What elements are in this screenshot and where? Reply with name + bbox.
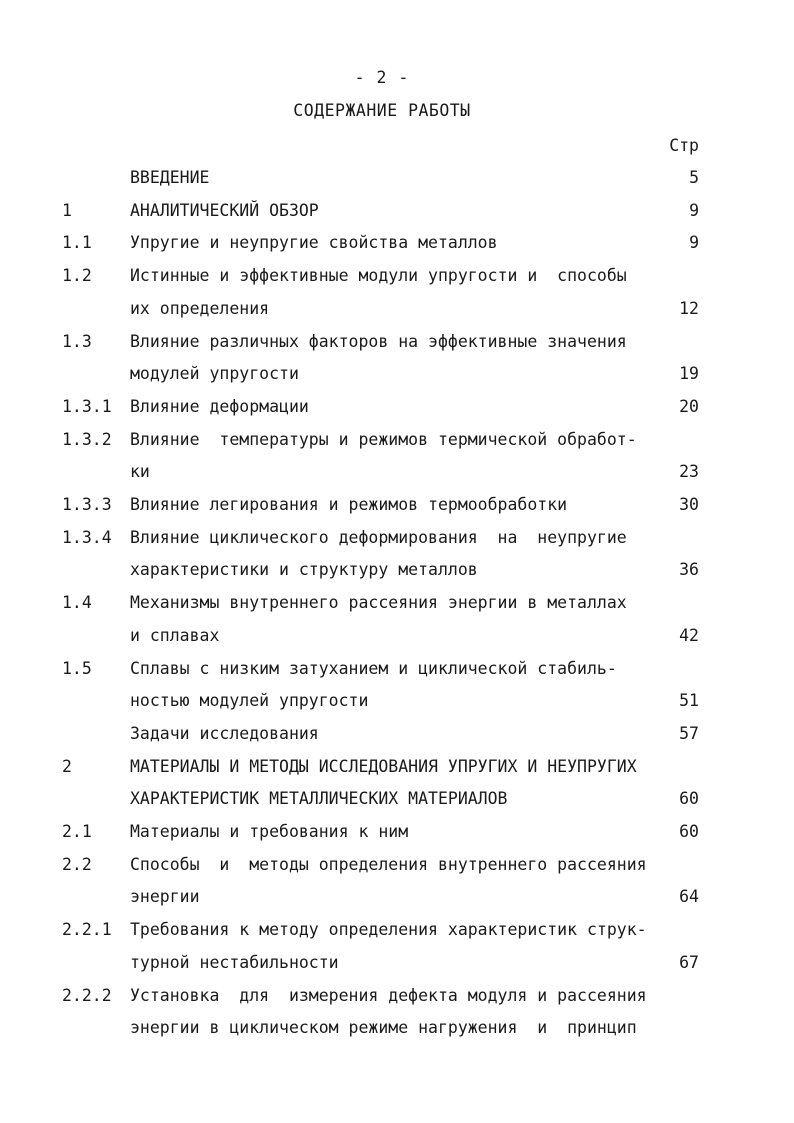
toc-entry-text: Упругие и неупругие свойства металлов	[130, 233, 498, 253]
toc-line	[0, 462, 794, 486]
toc-entry-text: Материалы и требования к ним	[130, 822, 409, 841]
toc-entry-number: 1.5	[62, 658, 92, 678]
toc-entry-number: 1.3.4	[62, 527, 112, 547]
toc-entry-page: 9	[689, 200, 699, 220]
toc-entry-number: 1.2	[62, 266, 92, 286]
toc-entry-page: 64	[679, 887, 699, 907]
toc-entry-text: турной нестабильности	[130, 952, 339, 972]
page-column-label: Стр	[669, 136, 699, 155]
toc-entry-page: 20	[679, 396, 699, 416]
toc-line	[0, 168, 794, 192]
toc-entry-text: Влияние циклического деформирования на неупругие	[130, 527, 627, 547]
toc-entry-page: 51	[679, 691, 699, 711]
toc-entry-number: 1.3.1	[62, 396, 112, 416]
toc-entry-text: их определения	[130, 298, 270, 318]
toc-entry-text: Влияние деформации	[130, 396, 309, 416]
page-number: - 2 -	[354, 68, 410, 87]
toc-entry-page: 9	[689, 233, 699, 253]
toc-line	[0, 332, 794, 356]
toc-entry-page: 30	[679, 495, 699, 514]
toc-line	[0, 757, 794, 781]
toc-entry-text: характеристики и структуру металлов	[130, 560, 478, 580]
toc-line	[0, 560, 794, 584]
toc-entry-page: 42	[679, 625, 699, 645]
toc-entry-page: 57	[679, 723, 699, 743]
toc-entry-number: 2.2.1	[62, 920, 112, 940]
toc-entry-text: ки	[130, 462, 150, 482]
toc-line	[0, 430, 794, 454]
toc-entry-number: 2	[62, 756, 72, 776]
toc-entry-page: 60	[679, 789, 699, 809]
toc-line	[0, 364, 794, 388]
toc-entry-text: Сплавы с низким затуханием и циклической стабиль-	[130, 658, 617, 678]
toc-entry-number: 2.2.2	[62, 985, 112, 1005]
toc-line	[0, 266, 794, 290]
toc-entry-text: АНАЛИТИЧЕСКИЙ ОБЗОР	[130, 200, 319, 220]
toc-entry-page: 67	[679, 952, 699, 972]
toc-entry-text: ВВЕДЕНИЕ	[130, 168, 210, 187]
toc-entry-page: 23	[679, 462, 699, 482]
toc-line	[0, 626, 794, 650]
toc-line	[0, 822, 794, 846]
page-title: СОДЕРЖАНИЕ РАБОТЫ	[293, 101, 471, 120]
toc-entry-text: и сплавах	[130, 625, 220, 645]
toc-line	[0, 953, 794, 977]
toc-line	[0, 397, 794, 421]
toc-line	[0, 495, 794, 519]
toc-entry-number: 1	[62, 200, 72, 220]
toc-entry-text: Способы и методы определения внутреннего рассеяния	[130, 854, 647, 874]
toc-entry-text: Установка для измерения дефекта модуля и рассеяния	[130, 985, 647, 1005]
toc-entry-page: 19	[679, 364, 699, 384]
toc-entry-text: модулей упругости	[130, 364, 299, 384]
toc-entry-text: Задачи исследования	[130, 723, 319, 743]
toc-line	[0, 920, 794, 944]
toc-entry-page: 60	[679, 822, 699, 841]
toc-line	[0, 593, 794, 617]
toc-line	[0, 986, 794, 1010]
toc-entry-number: 1.4	[62, 593, 92, 613]
toc-entry-text: энергии	[130, 887, 200, 907]
toc-entry-page: 12	[679, 298, 699, 318]
toc-entry-number: 1.1	[62, 233, 92, 253]
toc-entry-number: 2.2	[62, 854, 92, 874]
toc-line	[0, 724, 794, 748]
toc-line	[0, 691, 794, 715]
toc-entry-text: МАТЕРИАЛЫ И МЕТОДЫ ИССЛЕДОВАНИЯ УПРУГИХ И НЕУПРУГИХ	[130, 756, 637, 776]
toc-entry-text: энергии в циклическом режиме нагружения и принцип	[130, 1018, 637, 1038]
toc-line	[0, 659, 794, 683]
toc-entry-text: Истинные и эффективные модули упругости и способы	[130, 266, 627, 286]
toc-line	[0, 233, 794, 257]
toc-entry-page: 5	[689, 168, 699, 187]
toc-line	[0, 1018, 794, 1042]
toc-line	[0, 201, 794, 225]
toc-entry-text: Влияние легирования и режимов термообработки	[130, 495, 568, 514]
toc-line	[0, 789, 794, 813]
toc-line	[0, 528, 794, 552]
toc-entry-text: ностью модулей упругости	[130, 691, 369, 711]
toc-entry-text: Требования к методу определения характеристик струк-	[130, 920, 647, 940]
toc-entry-text: Механизмы внутреннего рассеяния энергии в металлах	[130, 593, 627, 613]
toc-entry-page: 36	[679, 560, 699, 580]
toc-line	[0, 299, 794, 323]
toc-entry-number: 2.1	[62, 822, 92, 841]
toc-line	[0, 855, 794, 879]
toc-entry-number: 1.3.3	[62, 495, 112, 514]
toc-entry-number: 1.3.2	[62, 429, 112, 449]
toc-entry-text: Влияние различных факторов на эффективные значения	[130, 331, 627, 351]
toc-entry-number: 1.3	[62, 331, 92, 351]
toc-line	[0, 887, 794, 911]
toc-entry-text: ХАРАКТЕРИСТИК МЕТАЛЛИЧЕСКИХ МАТЕРИАЛОВ	[130, 789, 508, 809]
toc-entry-text: Влияние температуры и режимов термической обработ-	[130, 429, 637, 449]
